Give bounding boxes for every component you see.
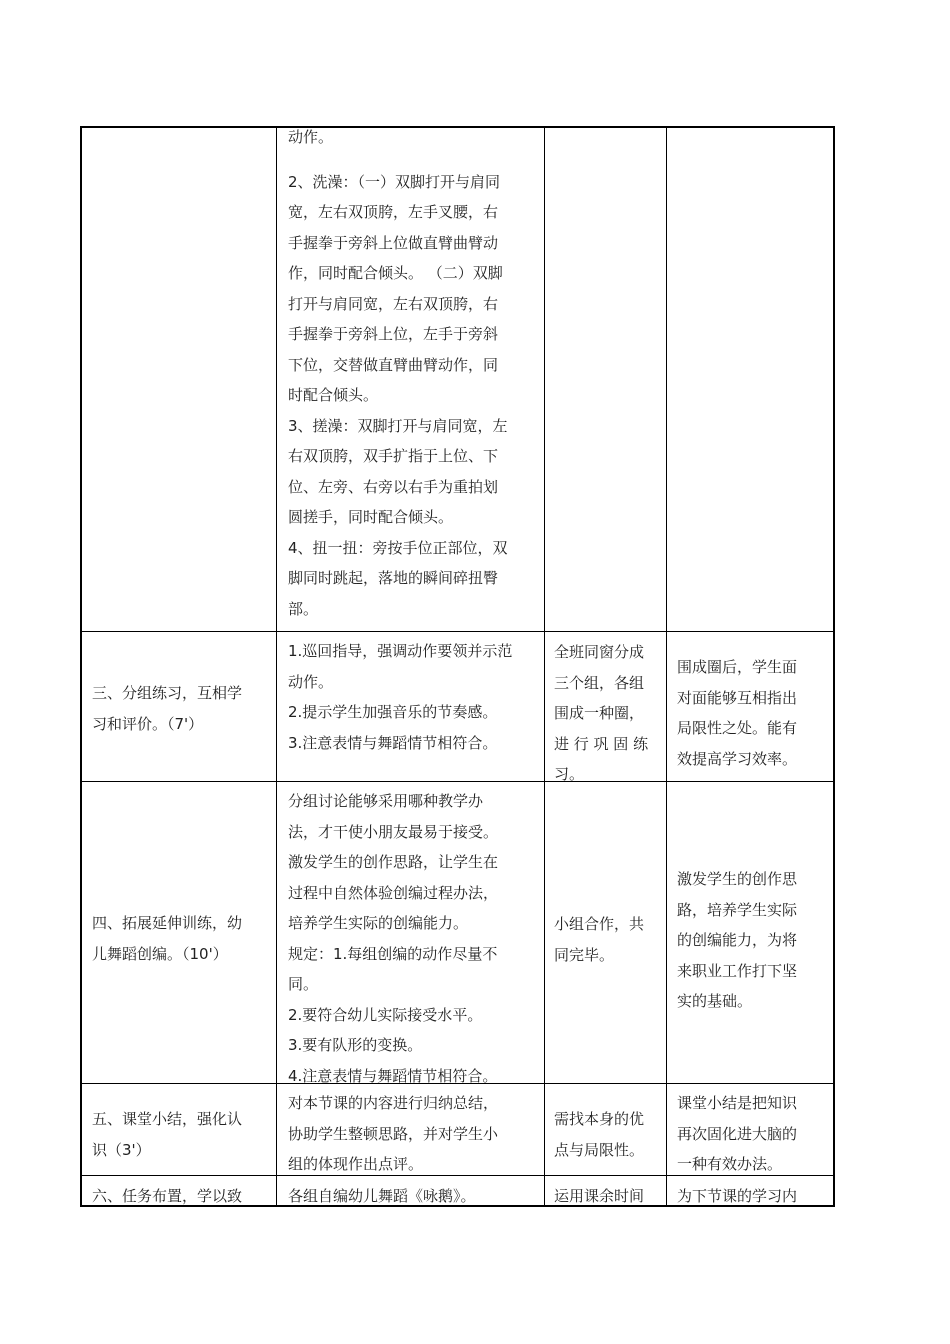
text-line: 脚同时跳起，落地的瞬间碎扭臀 xyxy=(288,569,499,587)
text-line: 对本节课的内容进行归纳总结， xyxy=(288,1094,499,1112)
text-line: 动作。 xyxy=(288,128,334,146)
text-line: 为下节课的学习内 xyxy=(677,1187,798,1205)
text-line: 各组自编幼儿舞蹈《咏鹅》。 xyxy=(288,1187,476,1205)
row3-student-activity xyxy=(554,909,664,970)
text-line: 同完毕。 xyxy=(554,945,615,964)
row5-student-activity xyxy=(554,1181,664,1207)
text-line: 法，才干使小朋友最易于接受。 xyxy=(288,822,499,841)
row2-teacher-activity xyxy=(288,636,540,758)
text-line: 四、拓展延伸训练，幼 xyxy=(92,914,243,932)
text-line: 过程中自然体验创编过程办法， xyxy=(288,883,499,902)
row4-step xyxy=(92,1104,272,1165)
text-line: 作，同时配合倾头。 （二）双脚 xyxy=(288,264,503,282)
text-line: 激发学生的创作思 xyxy=(677,870,798,888)
text-line: 手握拳于旁斜上位做直臂曲臂动 xyxy=(288,233,499,252)
text-line: 4、扭一扭：旁按手位正部位，双 xyxy=(288,538,508,557)
text-line: 三个组，各组 xyxy=(554,673,645,692)
text-line: 三、分组练习，互相学 xyxy=(92,684,243,702)
row1-teacher-activity xyxy=(288,126,538,624)
row3-teacher-activity xyxy=(288,786,540,1091)
row5-design-intent xyxy=(677,1181,835,1207)
text-line: 3.要有队形的变换。 xyxy=(288,1036,423,1054)
text-line: 路，培养学生实际 xyxy=(677,900,798,919)
text-line: 一种有效办法。 xyxy=(677,1155,783,1173)
text-line: 圆搓手，同时配合倾头。 xyxy=(288,508,454,526)
row2-design-intent xyxy=(677,652,835,774)
text-line: 规定：1.每组创编的动作尽量不 xyxy=(288,944,498,963)
text-line: 2.提示学生加强音乐的节奏感。 xyxy=(288,703,498,721)
text-line: 3、搓澡：双脚打开与肩同宽，左 xyxy=(288,416,508,435)
text-line: 局限性之处。能有 xyxy=(677,719,798,737)
text-line: 识（3'） xyxy=(92,1140,151,1159)
text-line: 点与局限性。 xyxy=(554,1140,645,1159)
text-line: 围成圈后，学生面 xyxy=(677,658,798,676)
text-line: 4.注意表情与舞蹈情节相符合。 xyxy=(288,1066,498,1085)
row-divider xyxy=(82,781,833,782)
text-line: 培养学生实际的创编能力。 xyxy=(288,914,469,932)
text-line: 儿舞蹈创编。（10'） xyxy=(92,944,228,963)
row4-design-intent xyxy=(677,1088,835,1180)
row2-student-activity xyxy=(554,637,664,790)
text-line: 动作。 xyxy=(288,672,334,691)
text-line: 时配合倾头。 xyxy=(288,386,379,404)
text-line: 小组合作，共 xyxy=(554,915,645,933)
row4-student-activity xyxy=(554,1104,664,1165)
text-line: 的创编能力，为将 xyxy=(677,931,798,949)
row1-teacher-steps xyxy=(288,167,538,625)
text-line: 组的体现作出点评。 xyxy=(288,1155,424,1173)
text-line: 习和评价。（7'） xyxy=(92,714,204,733)
text-line: 协助学生整顿思路，并对学生小 xyxy=(288,1124,499,1143)
text-line: 宽，左右双顶胯，左手叉腰，右 xyxy=(288,203,499,221)
text-line: 1.巡回指导，强调动作要领并示范 xyxy=(288,642,513,660)
text-line: 部。 xyxy=(288,599,319,618)
text-line: 围成一种圈， xyxy=(554,704,645,722)
text-line: 实的基础。 xyxy=(677,992,753,1010)
row5-step xyxy=(92,1181,272,1207)
text-line: 打开与肩同宽，左右双顶胯，右 xyxy=(288,294,499,313)
row3-design-intent xyxy=(677,864,835,1017)
text-line: 进 行 巩 固 练 xyxy=(554,734,649,753)
text-line: 全班同窗分成 xyxy=(554,643,645,661)
row3-step xyxy=(92,908,272,969)
row5-teacher-activity xyxy=(288,1181,540,1207)
text-line: 2、洗澡：（一）双脚打开与肩同 xyxy=(288,172,501,191)
column-divider xyxy=(276,128,277,1205)
text-line: 六、任务布置，学以致 xyxy=(92,1187,243,1205)
text-line: 对面能够互相指出 xyxy=(677,688,798,707)
text-line: 位、左旁、右旁以右手为重拍划 xyxy=(288,477,499,496)
text-line: 五、课堂小结，强化认 xyxy=(92,1110,243,1128)
column-divider xyxy=(666,128,667,1205)
row1-teacher-first xyxy=(288,126,538,153)
text-line: 2.要符合幼儿实际接受水平。 xyxy=(288,1005,483,1024)
text-line: 需找本身的优 xyxy=(554,1110,645,1128)
column-divider xyxy=(544,128,545,1205)
text-line: 效提高学习效率。 xyxy=(677,749,798,768)
text-line: 3.注意表情与舞蹈情节相符合。 xyxy=(288,733,498,752)
text-line: 来职业工作打下坚 xyxy=(677,961,798,980)
lesson-plan-table xyxy=(80,126,835,1207)
text-line: 习。 xyxy=(554,765,585,783)
text-line: 运用课余时间 xyxy=(554,1187,645,1205)
text-line: 分组讨论能够采用哪种教学办 xyxy=(288,792,484,810)
row4-teacher-activity xyxy=(288,1088,540,1180)
text-line: 课堂小结是把知识 xyxy=(677,1094,798,1112)
text-line: 右双顶胯，双手扩指于上位、下 xyxy=(288,447,499,465)
text-line: 手握拳于旁斜上位，左手于旁斜 xyxy=(288,325,499,343)
text-line: 再次固化进大脑的 xyxy=(677,1124,798,1143)
text-line: 激发学生的创作思路，让学生在 xyxy=(288,853,499,871)
text-line: 同。 xyxy=(288,975,319,993)
text-line: 下位，交替做直臂曲臂动作，同 xyxy=(288,355,499,374)
row-divider xyxy=(82,631,833,632)
row2-step xyxy=(92,678,272,739)
